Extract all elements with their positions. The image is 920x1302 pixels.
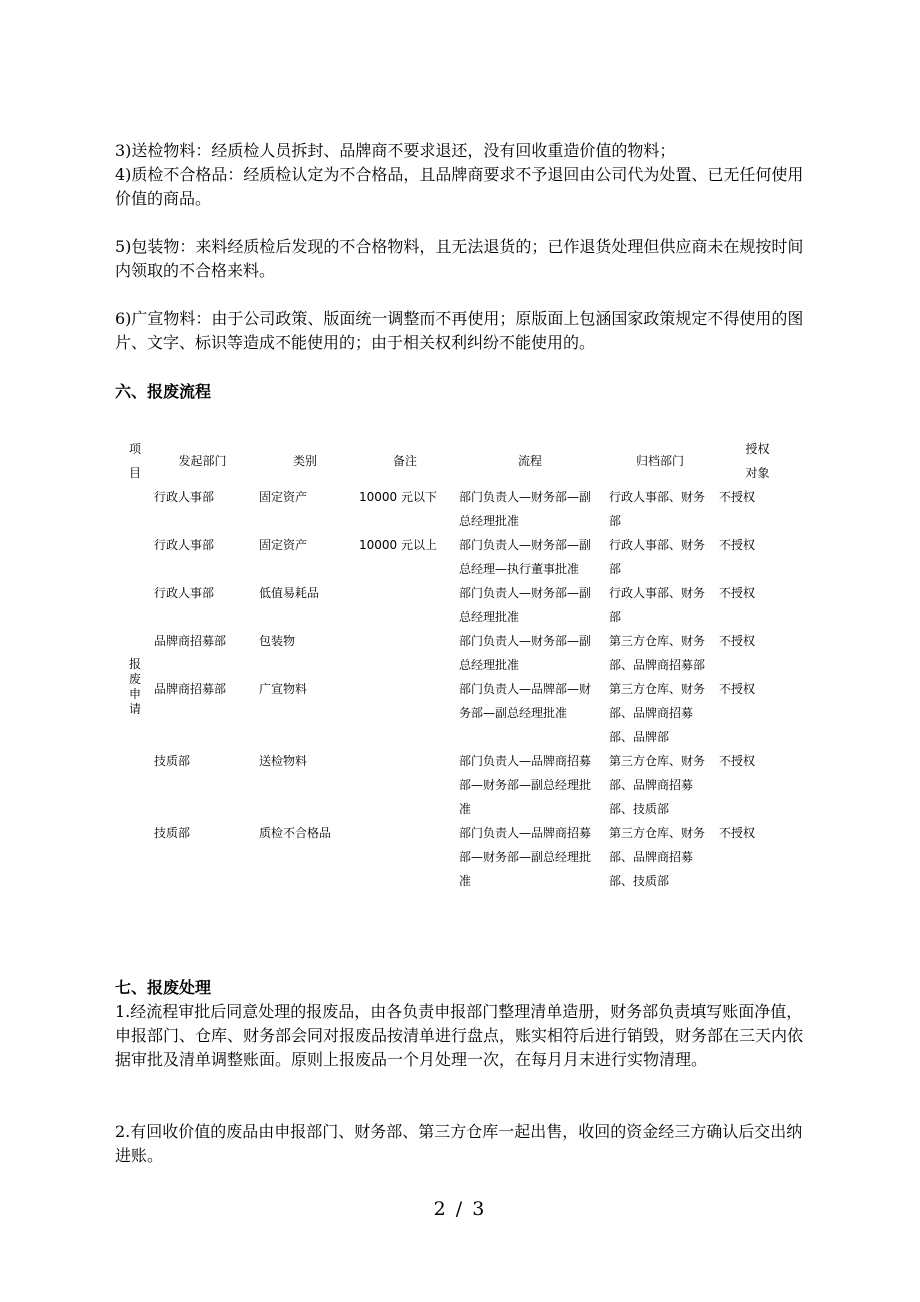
header-category: 类别 [292,454,317,468]
cell-auth: 不授权 [719,826,756,840]
cell-category: 质检不合格品 [259,826,332,840]
cell-process: 部门负责人—财务部—副总经理批准 [459,634,592,672]
cell-archive: 第三方仓库、财务部、品牌商招募部 [609,634,706,672]
cell-archive: 行政人事部、财务部 [609,586,706,624]
table-row [120,821,800,893]
cell-dept: 行政人事部 [154,586,215,600]
cell-auth: 不授权 [719,682,756,696]
cell-archive: 行政人事部、财务部 [609,490,706,528]
header-archive: 归档部门 [635,454,684,468]
cell-note: 10000 元以上 [359,538,437,552]
table-row [120,533,800,581]
cell-auth: 不授权 [719,754,756,768]
cell-category: 送检物料 [259,754,308,768]
cell-category: 固定资产 [259,490,308,504]
cell-process: 部门负责人—品牌商招募部—财务部—副总经理批准 [459,826,592,888]
cell-auth: 不授权 [719,586,756,600]
cell-category: 低值易耗品 [259,586,320,600]
section-7-heading: 七、报废处理 [115,978,212,997]
cell-category: 固定资产 [259,538,308,552]
table-row [120,749,800,821]
cell-note: 10000 元以下 [359,490,437,504]
table-header-row [120,437,800,485]
cell-category: 包装物 [259,634,296,648]
paragraph-processing-2: 2.有回收价值的废品由申报部门、财务部、第三方仓库一起出售，收回的资金经三方确认后交出纳进账。 [115,1122,803,1165]
cell-archive: 第三方仓库、财务部、品牌商招募部、技质部 [609,754,706,816]
table-row [120,629,800,677]
cell-note [355,581,455,629]
header-note: 备注 [392,454,417,468]
scrap-process-table [120,437,800,893]
table-row [120,581,800,629]
cell-archive: 第三方仓库、财务部、品牌商招募部、技质部 [609,826,706,888]
cell-process: 部门负责人—财务部—副总经理批准 [459,586,592,624]
cell-process: 部门负责人—财务部—副总经理—执行董事批准 [459,538,592,576]
cell-process: 部门负责人—品牌部—财务部—副总经理批准 [459,682,592,720]
header-item: 项目 [128,442,141,480]
header-dept: 发起部门 [178,454,227,468]
cell-dept: 技质部 [154,754,191,768]
cell-archive: 第三方仓库、财务部、品牌商招募部、品牌部 [609,682,706,744]
header-process: 流程 [517,454,542,468]
group-label: 报废申请 [128,657,141,716]
cell-note [355,749,455,821]
cell-process: 部门负责人—品牌商招募部—财务部—副总经理批准 [459,754,592,816]
paragraph-unqualified-goods: 4)质检不合格品：经质检认定为不合格品，且品牌商要求不予退回由公司代为处置、已无任何使用价值的商品。 [115,165,804,208]
cell-auth: 不授权 [719,634,756,648]
cell-process: 部门负责人—财务部—副总经理批准 [459,490,592,528]
page-indicator: 2 / 3 [433,1198,487,1220]
cell-auth: 不授权 [719,538,756,552]
table-row [120,485,800,533]
cell-note [355,821,455,893]
group-label-cell [120,485,150,893]
cell-archive: 行政人事部、财务部 [609,538,706,576]
header-auth: 授权对象 [745,442,770,480]
cell-note [355,629,455,677]
cell-dept: 行政人事部 [154,490,215,504]
cell-note [355,677,455,749]
table-row [120,677,800,749]
section-6-heading: 六、报废流程 [115,382,212,401]
paragraph-processing-1: 1.经流程审批后同意处理的报废品，由各负责申报部门整理清单造册，财务部负责填写账面净值，申报部门、仓库、财务部会同对报废品按清单进行盘点，账实相符后进行销毁，财务部在三天内依据审批及清单调整账面。原则上报废品一个月处理一次，在每月月末进行实物清理。 [115,1002,804,1069]
cell-dept: 品牌商招募部 [154,682,227,696]
cell-dept: 品牌商招募部 [154,634,227,648]
cell-auth: 不授权 [719,490,756,504]
cell-dept: 行政人事部 [154,538,215,552]
paragraph-promo-materials: 6)广宣物料：由于公司政策、版面统一调整而不再使用；原版面上包涵国家政策规定不得使用的图片、文字、标识等造成不能使用的；由于相关权利纠纷不能使用的。 [115,309,804,352]
cell-dept: 技质部 [154,826,191,840]
paragraph-inspection-materials: 3)送检物料：经质检人员拆封、品牌商不要求退还，没有回收重造价值的物料； [115,141,676,160]
paragraph-packaging: 5)包装物：来料经质检后发现的不合格物料，且无法退货的；已作退货处理但供应商未在规按时间内领取的不合格来料。 [115,237,804,280]
cell-category: 广宣物料 [259,682,308,696]
